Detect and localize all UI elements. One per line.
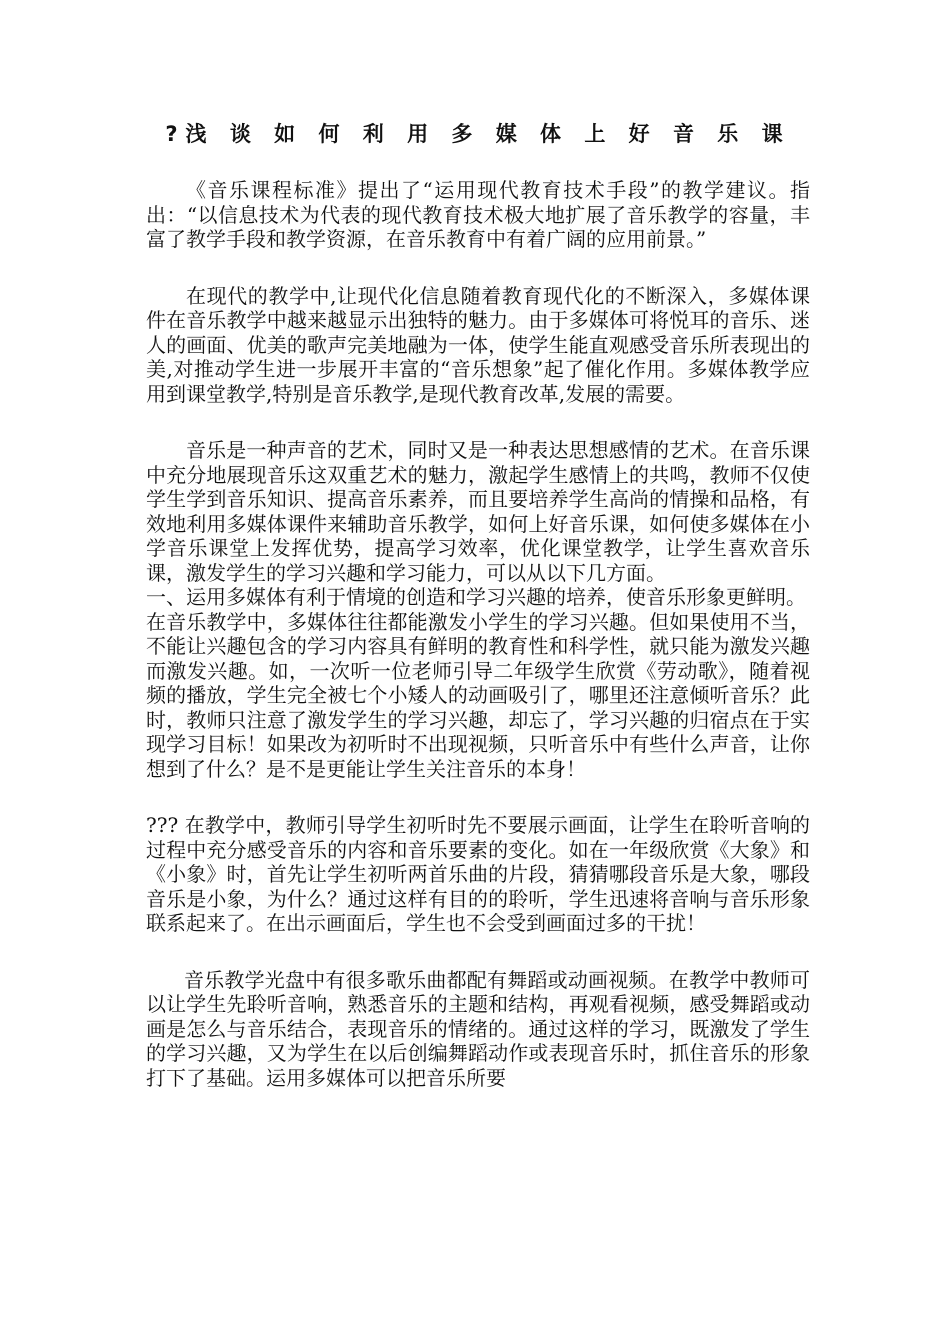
paragraph-dance-video: 音乐教学光盘中有很多歌乐曲都配有舞蹈或动画视频。在教学中教师可以让学生先聆听音响，熟悉音乐的主题和结构，再观看视频，感受舞蹈或动画是怎么与音乐结合，表现音乐的情绪的。通过这样的学习，既激发了学生的学习兴趣，又为学生在以后创编舞蹈动作或表现音乐时，抓住音乐的形象打下了基础。运用多媒体可以把音乐所要 (146, 967, 810, 1090)
paragraph-listening-first: ??? 在教学中，教师引导学生初听时先不要展示画面，让学生在聆听音响的过程中充分感受音乐的内容和音乐要素的变化。如在一年级欣赏《大象》和《小象》时，首先让学生初听两首乐曲的片段，猜猜哪段音乐是大象，哪段音乐是小象，为什么？通过这样有目的的聆听，学生迅速将音响与音乐形象联系起来了。在出示画面后，学生也不会受到画面过多的干扰！ (146, 813, 810, 935)
document-title: ?浅 谈 如 何 利 用 多 媒 体 上 好 音 乐 课 (165, 122, 791, 146)
paragraph-modern-teaching: 在现代的教学中,让现代化信息随着教育现代化的不断深入，多媒体课件在音乐教学中越来越显示出独特的魅力。由于多媒体可将悦耳的音乐、迷人的画面、优美的歌声完美地融为一体，使学生能直观感受音乐所表现出的美,对推动学生进一步展开丰富的“音乐想象”起了催化作用。多媒体教学应用到课堂教学,特别是音乐教学,是现代教育改革,发展的需要。 (146, 283, 810, 406)
document-page (146, 118, 810, 1090)
section-heading-one: 一、运用多媒体有利于情境的创造和学习兴趣的培养，使音乐形象更鲜明。 (146, 585, 806, 609)
paragraph-gap (146, 936, 810, 968)
paragraph-gap (146, 781, 810, 813)
paragraph-art-of-sound: 音乐是一种声音的艺术，同时又是一种表达思想感情的艺术。在音乐课中充分地展现音乐这双重艺术的魅力，激起学生感情上的共鸣，教师不仅使学生学到音乐知识、提高音乐素养，而且要培养学生高尚的情操和品格，有效地利用多媒体课件来辅助音乐教学，如何上好音乐课，如何使多媒体在小学音乐课堂上发挥优势，提高学习效率，优化课堂教学，让学生喜欢音乐课，激发学生的学习兴趣和学习能力，可以从以下几方面。 (146, 438, 810, 585)
paragraph-gap (146, 252, 810, 284)
paragraph-interest-example: 在音乐教学中，多媒体往往都能激发小学生的学习兴趣。但如果使用不当，不能让兴趣包含的学习内容具有鲜明的教育性和科学性，就只能为激发兴趣而激发兴趣。如，一次听一位老师引导二年级学生欣赏《劳动歌》，随着视频的播放，学生完全被七个小矮人的动画吸引了，哪里还注意倾听音乐？此时，教师只注意了激发学生的学习兴趣，却忘了，学习兴趣的归宿点在于实现学习目标！如果改为初听时不出现视频，只听音乐中有些什么声音，让你想到了什么？是不是更能让学生关注音乐的本身！ (146, 609, 810, 781)
paragraph-gap (146, 406, 810, 438)
paragraph-curriculum-standard: 《音乐课程标准》提出了“运用现代教育技术手段”的教学建议。指出：“以信息技术为代表的现代教育技术极大地扩展了音乐教学的容量，丰富了教学手段和教学资源，在音乐教育中有着广阔的应用前景。” (146, 178, 810, 251)
